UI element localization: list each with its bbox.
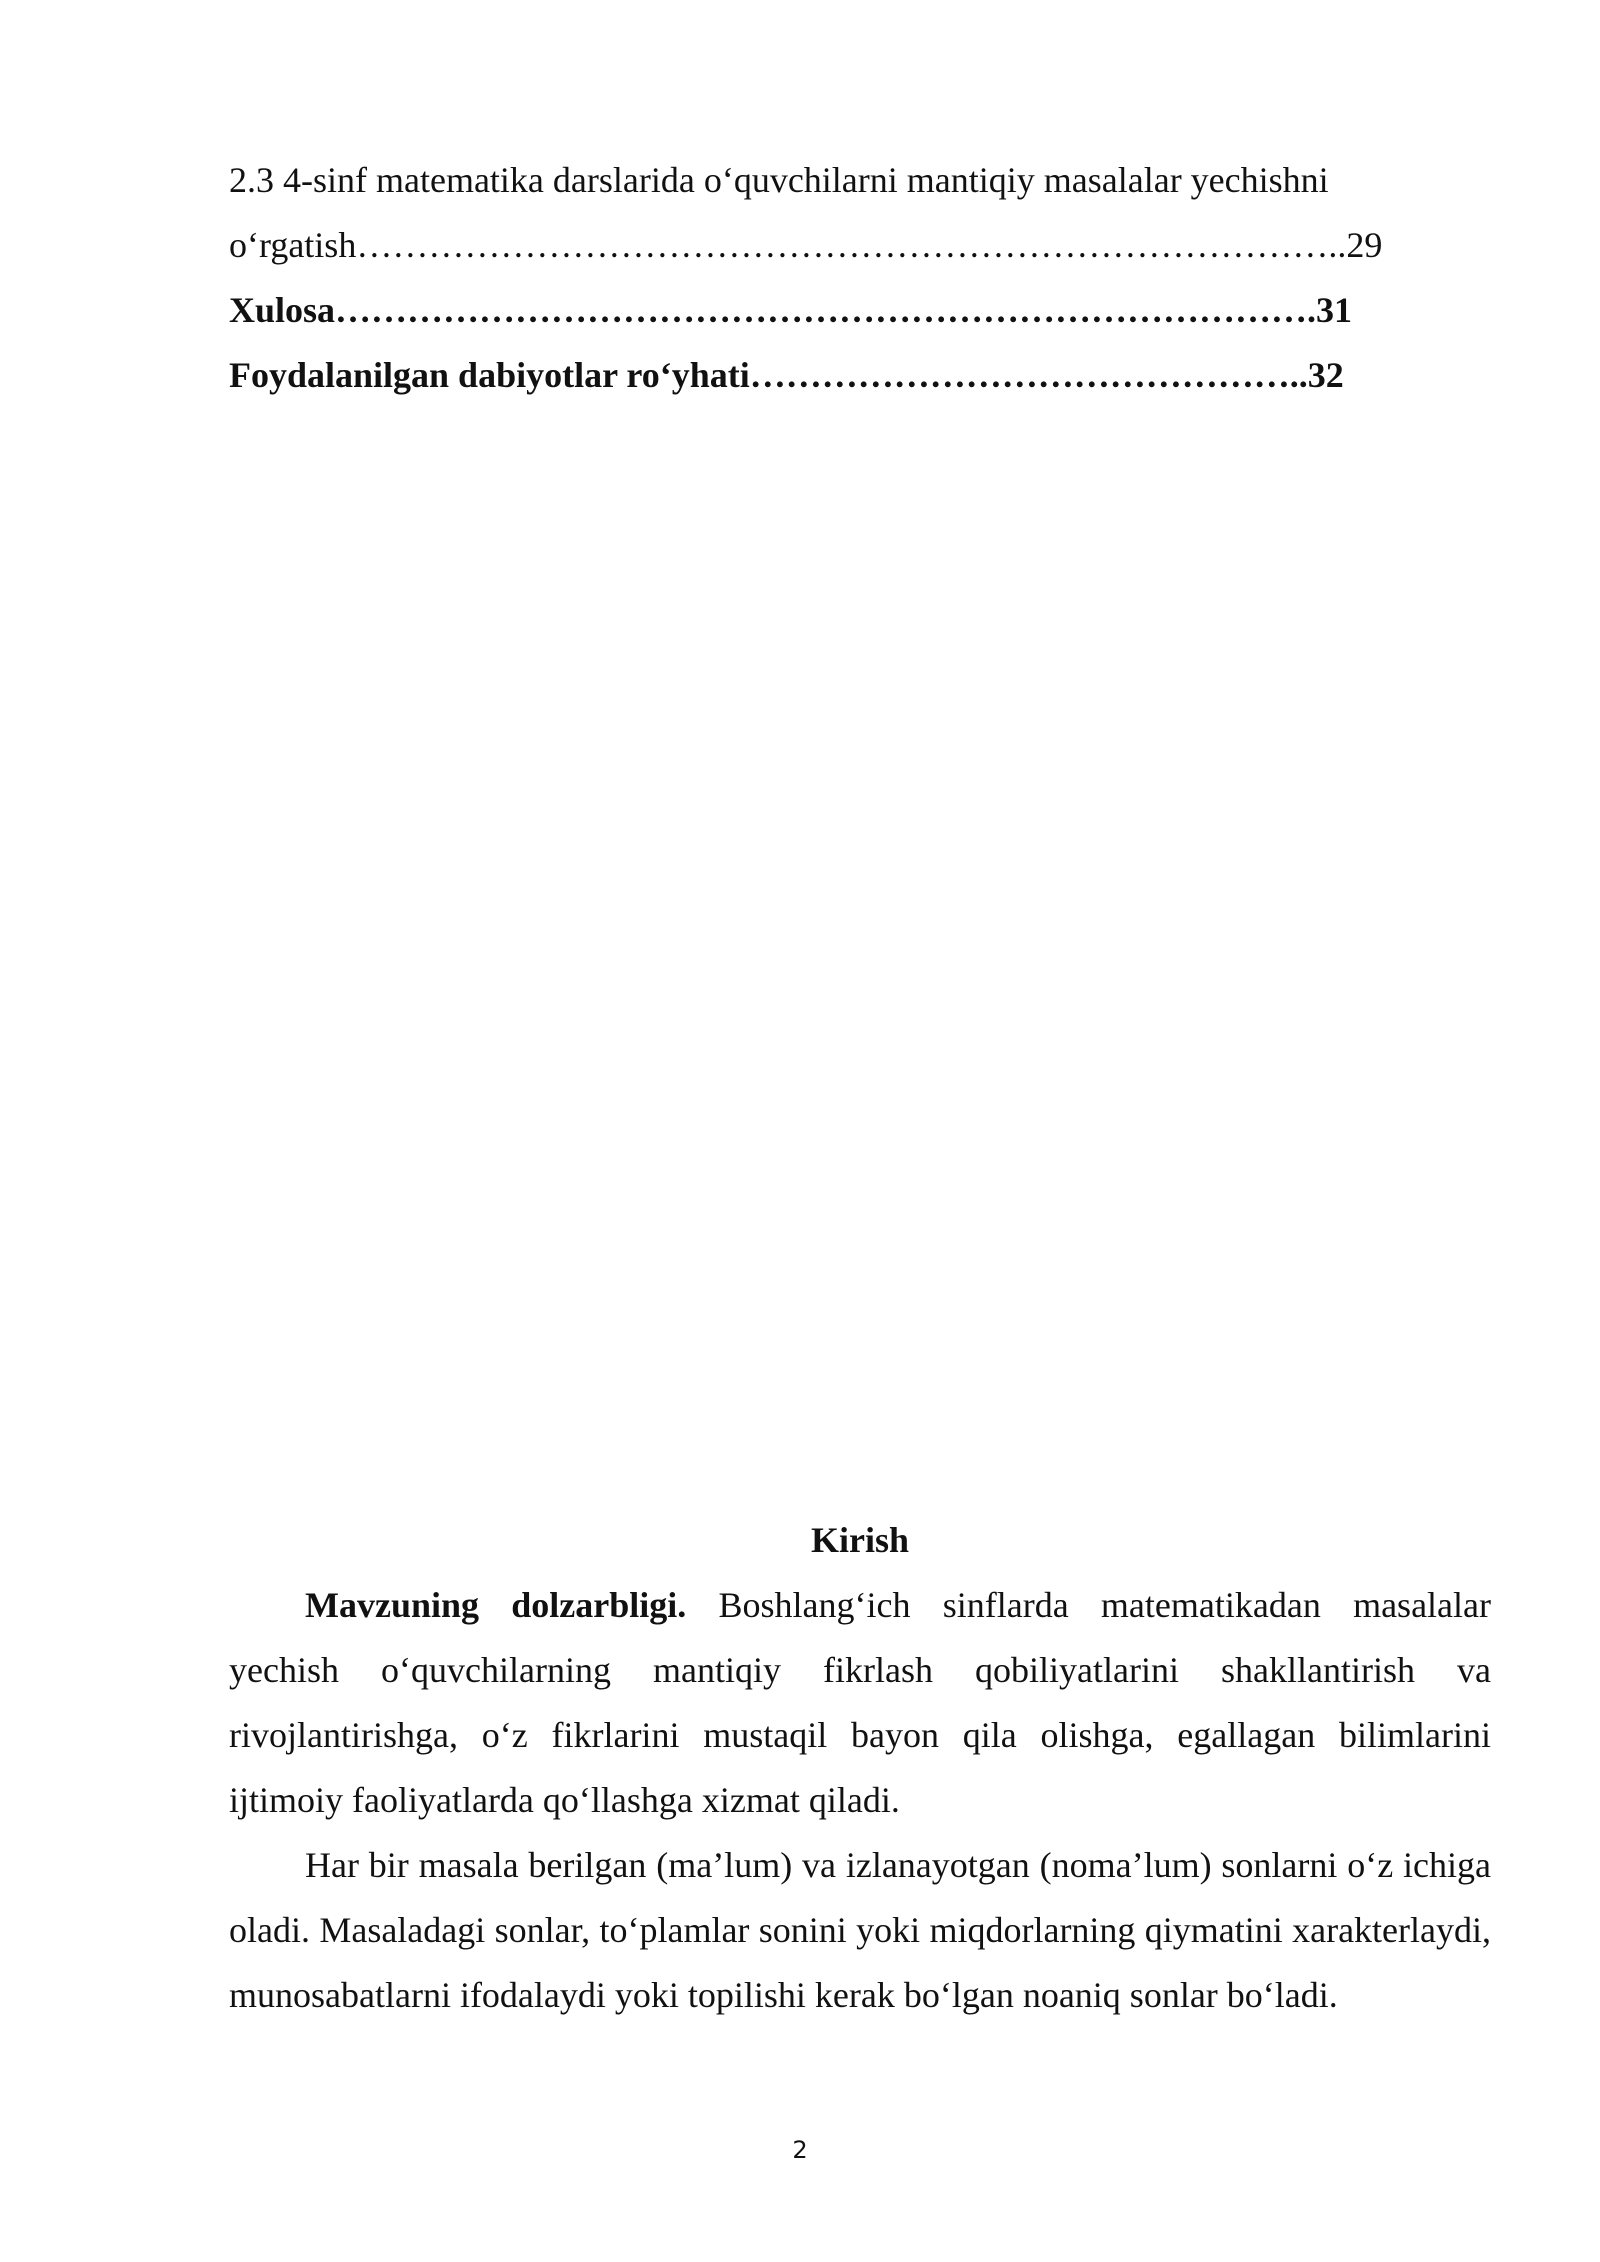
toc-entry-2-3-line-1: 2.3 4-sinf matematika darslarida o‘quvchilarni mantiqiy masalalar yechishni xyxy=(229,160,1329,200)
page-number: 2 xyxy=(792,2136,808,2164)
paragraph-relevance xyxy=(229,1573,1491,1833)
table-of-contents xyxy=(229,148,1491,408)
introduction-section xyxy=(229,1508,1491,2028)
toc-entry-conclusion: Xulosa……………………………………………………………………….31 xyxy=(229,290,1353,330)
toc-entry-references: Foydalanilgan dabiyotlar ro‘yhati………………………………………..32 xyxy=(229,355,1344,395)
section-heading: Kirish xyxy=(810,1520,909,1560)
paragraph-lead: Mavzuning dolzarbligi. xyxy=(305,1585,687,1625)
paragraph-problem-structure: Har bir masala berilgan (ma’lum) va izlanayotgan (noma’lum) sonlarni o‘z ichiga oladi. Masaladagi sonlar, to‘plamlar sonini yoki miqdorlarning qiymatini xarakterlaydi, munosabatlarni ifodalaydi yoki topilishi kerak bo‘lgan noaniq sonlar bo‘ladi. xyxy=(229,1845,1491,2015)
paragraph-body: Boshlang‘ich sinflarda matematikadan masalalar yechish o‘quvchilarning mantiqiy fikrlash qobiliyatlarini shakllantirish va rivojlantirishga, o‘z fikrlarini mustaqil bayon qila olishga, egallagan bilimlarini ijtimoiy faoliyatlarda qo‘llashga xizmat qiladi. xyxy=(229,1585,1491,1820)
toc-entry-2-3-line-2: o‘rgatish………………………………………………………………………..29 xyxy=(229,225,1383,265)
toc-entry-2-3 xyxy=(229,148,1491,278)
